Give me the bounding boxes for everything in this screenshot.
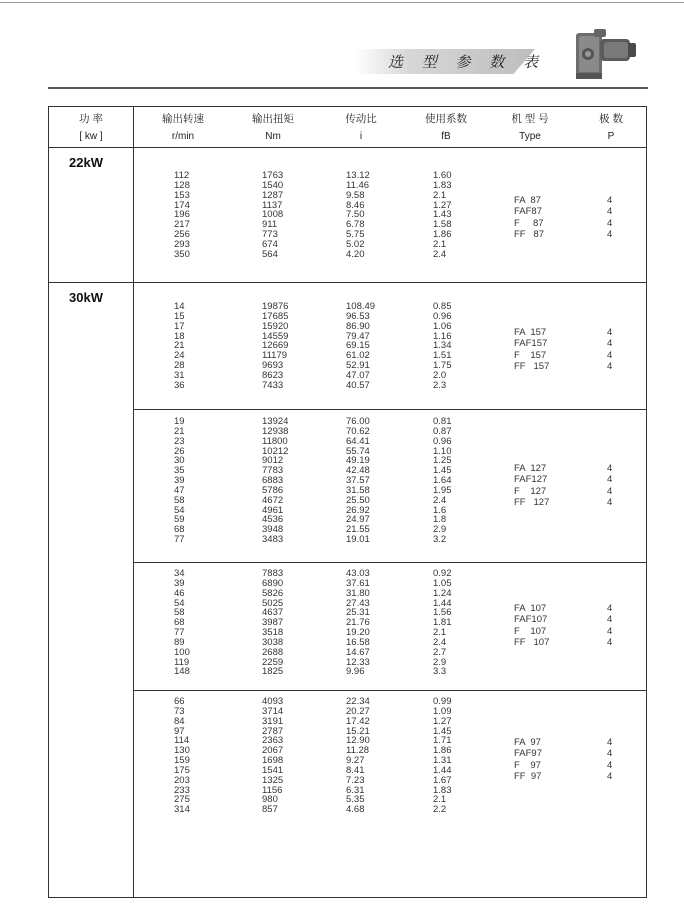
ratio-column: 108.49 96.53 86.90 79.47 69.15 61.02 52.91 47.07 40.57 <box>346 301 376 391</box>
group-rule <box>133 690 646 691</box>
col-header-speed: 输出转速 r/min <box>162 113 204 142</box>
group-rule <box>133 409 646 410</box>
col-header-ratio: 传动比 i <box>345 113 377 142</box>
torque-column: 19876 17685 15920 14559 12669 11179 9693 8623 7433 <box>262 301 289 391</box>
col-header-power: 功 率 [ kw ] <box>79 113 103 142</box>
speed-column: 66 73 84 97 114 130 159 175 203 233 275 314 <box>174 696 190 816</box>
ratio-column: 76.00 70.62 64.41 55.74 49.19 42.48 37.57 31.58 25.50 26.92 24.97 21.55 19.01 <box>346 416 370 546</box>
power-label-22kw: 22kW <box>69 155 103 170</box>
header-bottom-rule <box>49 147 646 148</box>
gear-motor-icon <box>572 25 638 83</box>
service-factor-column: 0.92 1.05 1.24 1.44 1.56 1.81 2.1 2.4 2.7 2.9 3.3 <box>433 568 452 678</box>
service-factor-column: 0.99 1.09 1.27 1.45 1.71 1.86 1.31 1.44 1.67 1.83 2.1 2.2 <box>433 696 452 816</box>
group-rule <box>133 562 646 563</box>
power-label-30kw: 30kW <box>69 290 103 305</box>
speed-column: 14 15 17 18 21 24 28 31 36 <box>174 301 185 391</box>
col-header-type: 机 型 号 Type <box>511 113 549 142</box>
type-column: FA 157 FAF157 F 157 FF 157 <box>514 327 550 372</box>
type-column: FA 97 FAF97 F 97 FF 97 <box>514 737 542 782</box>
col-header-service-factor: 使用系数 fB <box>425 113 467 142</box>
torque-column: 1763 1540 1287 1137 1008 911 773 674 564 <box>262 170 284 260</box>
poles-column: 4 4 4 4 <box>607 463 613 508</box>
service-factor-column: 0.81 0.87 0.96 1.10 1.25 1.45 1.64 1.95 2.4 1.6 1.8 2.9 3.2 <box>433 416 452 546</box>
divider-power <box>133 107 134 897</box>
header-rule <box>48 87 648 89</box>
ratio-column: 22.34 20.27 17.42 15.21 12.90 11.28 9.27 8.41 7.23 6.31 5.35 4.68 <box>346 696 370 816</box>
page-title: 选 型 参 数 表 <box>388 53 546 71</box>
speed-column: 112 128 153 174 196 217 256 293 350 <box>174 170 190 260</box>
torque-column: 4093 3714 3191 2787 2363 2067 1698 1541 1325 1156 980 857 <box>262 696 284 816</box>
poles-column: 4 4 4 4 <box>607 195 613 240</box>
service-factor-column: 0.85 0.96 1.06 1.16 1.34 1.51 1.75 2.0 2.3 <box>433 301 452 391</box>
type-column: FA 127 FAF127 F 127 FF 127 <box>514 463 550 508</box>
speed-column: 34 39 46 54 58 68 77 89 100 119 148 <box>174 568 190 678</box>
service-factor-column: 1.60 1.83 2.1 1.27 1.43 1.58 1.86 2.1 2.4 <box>433 170 452 260</box>
torque-column: 13924 12938 11800 10212 9012 7783 6883 5786 4672 4961 4536 3948 3483 <box>262 416 289 546</box>
torque-column: 7883 6890 5826 5025 4637 3987 3518 3038 2688 2259 1825 <box>262 568 284 678</box>
poles-column: 4 4 4 4 <box>607 737 613 782</box>
ratio-column: 43.03 37.61 31.80 27.43 25.31 21.76 19.20 16.58 14.67 12.33 9.96 <box>346 568 370 678</box>
selection-table <box>48 106 647 898</box>
poles-column: 4 4 4 4 <box>607 327 613 372</box>
col-header-poles: 极 数 P <box>599 113 623 142</box>
col-header-torque: 输出扭矩 Nm <box>252 113 294 142</box>
type-column: FA 107 FAF107 F 107 FF 107 <box>514 603 550 648</box>
speed-column: 19 21 23 26 30 35 39 47 58 54 59 68 77 <box>174 416 185 546</box>
section-rule-22kw <box>49 282 646 283</box>
top-rule <box>0 2 684 3</box>
ratio-column: 13.12 11.46 9.58 8.46 7.50 6.78 5.75 5.02 4.20 <box>346 170 370 260</box>
type-column: FA 87 FAF87 F 87 FF 87 <box>514 195 545 240</box>
poles-column: 4 4 4 4 <box>607 603 613 648</box>
